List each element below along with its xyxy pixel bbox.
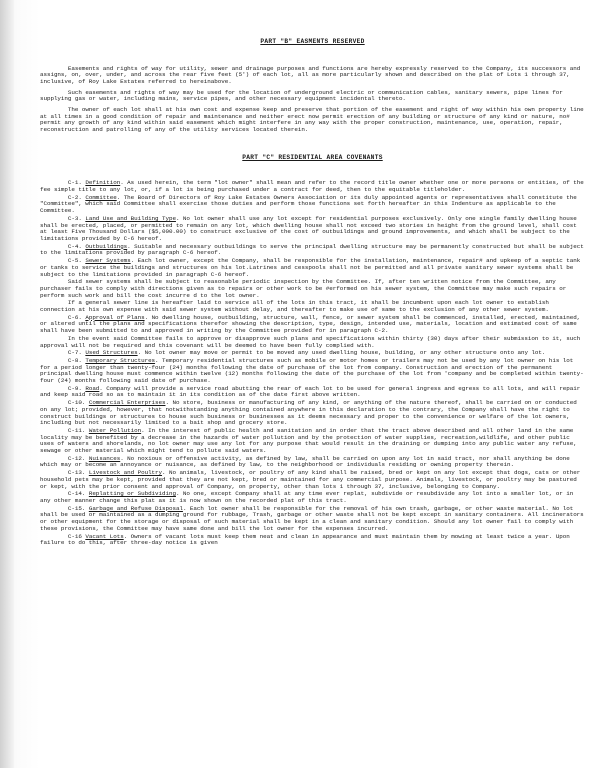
covenant-paragraph	[40, 258, 585, 278]
covenant-text: . The Board of Directors of Roy Lake Estates Owners Association or its duly appointed agents or representatives shall constitute the "Committee", which said Committee shall exercise those duties and perform those functions set forth hereafter in this Indenture as applicable to the Committee.	[40, 193, 581, 215]
covenant-heading: Nuisances	[88, 454, 121, 462]
covenant-paragraph	[40, 358, 585, 385]
section-b-title: PART "B" EASMENTS RESERVED	[260, 38, 365, 46]
covenant-text: . Each lot owner shall be responsible for the removal of his own trash, garbage, or other waste material. No lot shall be used or maintained as a dumping ground for rubbage, Trash, garbage or other waste shall not be kept except in sanitary containers. All incinerators or other equipment for the storage or disposal of such material shall be kept in a clean and sanitary condition. Should any lot owner fail to comply with these provisions, the Committee may have same done and bill the lot owner for the expenses incurred.	[40, 504, 588, 532]
covenant-heading: Vacant Lots	[85, 532, 124, 540]
covenant-number: C-1.	[67, 179, 82, 187]
covenant-text: . Temporary residential structures such as mobile or motor homes or trailers may not be used by any lot owner on his lot for a period longer than twenty-four (24) months following the date of purchase of the lot from company. Construction and erection of the permanent principal dwelling house must commence within twelve (12) months following the date of the purchase of the lot from 'company and be completed within twenty-four (24) months following said date of purchase.	[40, 356, 584, 385]
covenant-number: C-16	[67, 532, 82, 540]
covenant-heading: Committee	[85, 193, 117, 201]
section-b-paragraphs	[40, 64, 588, 134]
covenant-text: . Suitable and necessary outbuildings to serve the principal dwelling structure may be permanently constructed but shall be subject to the limitations provided by paragraph C-6 hereof.	[40, 242, 588, 257]
covenant-text: . In the interest of public health and sanitation and in order that the tract above described and all other land in the same locality may be benefited by a decrease in the hazards of water pollution and by the protection of water supplies, recreation,wildlife, and other public uses of waters and shorelands, no lot owner may use any lot for any purpose that would result in the draining or dumping into any public water any refuse, sewage or other material which might tend to pollute said waters.	[40, 426, 581, 455]
covenant-heading: Outbuildings	[85, 242, 128, 250]
section-b-paragraph: The owner of each lot shall at his own cost and expense keep and preserve that portion of the easement and right of way within his own property line at all times in a good condition of repair and maintenance and neither erect now permit erection of any building or structure of any kind or nature, no# permit any growth of any kind within said easement which might interfere in any way with the proper construction, maintenance, use, operation, repair, reconstruction and patrolling of any of the utility services located therein.	[40, 106, 588, 134]
covenant-text: . Company will provide a service road abutting the rear of each lot to be used for general ingress and egress to all lots, and will repair and keep said road so as to maintain it in its condition as of the date first above written.	[40, 384, 584, 399]
covenant-heading: Temporary Structures	[85, 356, 156, 364]
covenant-text: . No store, business or manufacturing of any kind, or anything of the nature thereof, shall be carried on or conducted on any lot; provided, however, that notwithstanding anything contained anywhere in this declaration to the contrary, the Company shall have the right to construct buildings or structures to house such business or businesses as it deems necessary and proper to the convenience or welfare of the lot owners, including but not necessarily limited to a bait shop and grocery store.	[40, 399, 581, 427]
covenant-paragraph	[40, 534, 585, 547]
covenant-paragraph	[40, 428, 585, 455]
covenant-paragraph	[40, 300, 585, 313]
covenant-paragraph	[40, 350, 585, 357]
covenant-text: . As used herein, the term "lot owner" shall mean and refer to the record title owner whether one or more persons or entities, of the fee simple title to any lot, or, if a lot is being purchased under a contract for deed, then to the equitable titleholder.	[40, 179, 588, 194]
covenant-paragraph	[40, 504, 588, 533]
covenant-text: . No noxious or offensive activity, as defined by law, shall be carried on upon any lot in said tract, nor shall anything be done which may or become an annoyance or nuisance, as defined by law, to the neighborhood or individuals residing or owning property therein.	[40, 454, 574, 469]
covenant-text: Said sewer systems shall be subject to reasonable periodic inspection by the Committee. If, after ten written notice from the Committee, any purchaser fails to comply with directions given as to repairs or other work to be #erformed on his sewer system, the Committee may make such repairs or perform such work and bill the cost incurre d to the lot owner.	[40, 278, 570, 299]
covenant-number: C-7.	[67, 349, 82, 357]
section-c-paragraphs	[40, 179, 588, 547]
covenant-heading: Land Use and Building Type	[85, 214, 176, 222]
covenant-paragraph	[40, 279, 585, 299]
covenant-text: . Owners of vacant lots must keep them neat and clean in appearance and must maintain them by mowing at least twice a year. Upon failure to do this, after three-day notice is given	[40, 532, 574, 547]
covenant-number: C-4.	[67, 242, 82, 250]
covenant-paragraph	[40, 315, 585, 335]
covenant-heading: Used Structures	[85, 349, 138, 357]
scan-edge-shadow	[0, 0, 14, 768]
covenant-heading: Commercial Enterprises	[88, 399, 166, 407]
section-c-title: PART "C" RESIDENTIAL AREA COVENANTS	[242, 154, 383, 162]
covenant-number: C-2.	[67, 193, 82, 201]
covenant-text: If a general sewer line is hereafter laid to service all of the lots in this tract, it shall be incumbent upon each lot owner to establish connection at his own expense with said sewer system without delay, and thereafter to make use of same to the exclusion of any other sewer system.	[40, 299, 553, 314]
covenant-heading: Garbage and Refuse Disposal	[88, 504, 183, 512]
covenant-paragraph	[40, 195, 585, 215]
covenant-number: C-11.	[67, 426, 86, 434]
covenant-number: C-8.	[67, 356, 82, 364]
covenant-text: . Each lot owner, except the Company, shall be responsible for the installation, maintenance, repair# and upkeep of a septic tank or tanks to service the buildings and structures on his lot.Latrines and cesspools shall not be permitted and all private sanitary sewer systems shall be subject to the limitations provided in paragraph C-6 hereof.	[40, 257, 584, 278]
covenant-number: C-12.	[67, 454, 86, 462]
covenant-paragraph	[40, 491, 585, 504]
covenant-paragraph	[40, 242, 588, 257]
covenant-text: . No dwelling house, outbuilding, structure, wall, fence, or sewer system shall be commenced, installed, erected, maintained, or altered until the plans and specifications therefor showing the description, type, design, intended use, materials, location and estimated cost of same shall have been submitted to and approved in writing by the Committee provided for in paragraph C-2.	[40, 313, 584, 335]
covenant-number: C-15.	[67, 504, 86, 512]
section-b-paragraph: Such easements and rights of way may be used for the location of underground electric or communication cables, sanitary sewers, pipe lines for supplying gas or water, including mains, service pipes, and other necessary equipment incidental thereto.	[40, 88, 567, 103]
covenant-number: C-3.	[67, 214, 82, 222]
covenant-paragraph	[40, 456, 585, 469]
covenant-heading: Approval of Plans	[85, 313, 145, 321]
section-b-paragraph: Easements and rights of way for utility, sewer and drainage purposes and functions are hereby expressly reserved to the Company, its successors and assigns, on, over, under, and across the rear five feet (5') of each lot, all as more particularly shown and described on the plat of Lots 1 through 37, inclusive, of Roy Lake Estates referred to hereinabove.	[40, 64, 584, 85]
document-body	[40, 26, 588, 766]
covenant-text: . No animals, livestock, or poultry of any kind shall be raised, bred or kept on any lot except that dogs, cats or other household pets may be kept, provided that they are not kept, bred or maintained for any commercial purpose. Animals, livestock, or poultry may be pastured or kept, with the prior consent and approval of Company, on property, other than lots 1 through 37, inclusive, belonging to Company.	[40, 469, 584, 490]
covenant-number: C-5.	[67, 257, 82, 265]
covenant-text: . No one, except Company shall at any time ever replat, subdivide or resubdivide any lot into a smaller lot, or in any other manner change this plat as it is now shown on the recorded plat of this tract.	[40, 490, 577, 504]
covenant-paragraph	[40, 179, 588, 194]
covenant-heading: Definition	[85, 179, 121, 187]
covenant-paragraph	[40, 400, 585, 427]
covenant-number: C-14.	[67, 490, 86, 498]
covenant-heading: Water Pollution	[88, 426, 142, 434]
covenant-heading: Road	[85, 384, 100, 392]
covenant-paragraph	[40, 386, 585, 399]
covenant-paragraph	[40, 470, 585, 490]
covenant-number: C-10.	[67, 399, 86, 407]
covenant-heading: Sewer Systems	[85, 257, 131, 265]
covenant-heading: Replatting or Subdividing	[88, 490, 176, 498]
covenant-number: C-6.	[67, 313, 82, 321]
covenant-number: C-9.	[67, 384, 82, 392]
covenant-text: In the event said Committee fails to approve or disapprove such plans and specifications within thirty (30) days after their submission to it, such approval will not be required and this covenant will be deemed to have been fully complied with.	[40, 334, 584, 349]
covenant-heading: Livestock and Poultry	[88, 469, 163, 477]
covenant-number: C-13.	[67, 469, 86, 477]
covenant-text: . No lot owner may move or permit to be moved any used dwelling house, building, or any other structure onto any lot.	[137, 349, 546, 357]
covenant-text: . No lot owner shall use any lot except for residential purposes exclusively. Only one single family dwelling house shall be erected, placed, or permitted to remain on any lot, which dwelling house shall not exceed two stories in height from the ground level, shall cost at least Five Thousand Dollars ($5,000.00) to construct exclusive of the cost of outbuildings and ground improvements, and which shall be subject to the limitations provided by C-6 hereof.	[40, 214, 581, 242]
covenant-paragraph	[40, 216, 585, 243]
covenant-paragraph	[40, 336, 585, 349]
